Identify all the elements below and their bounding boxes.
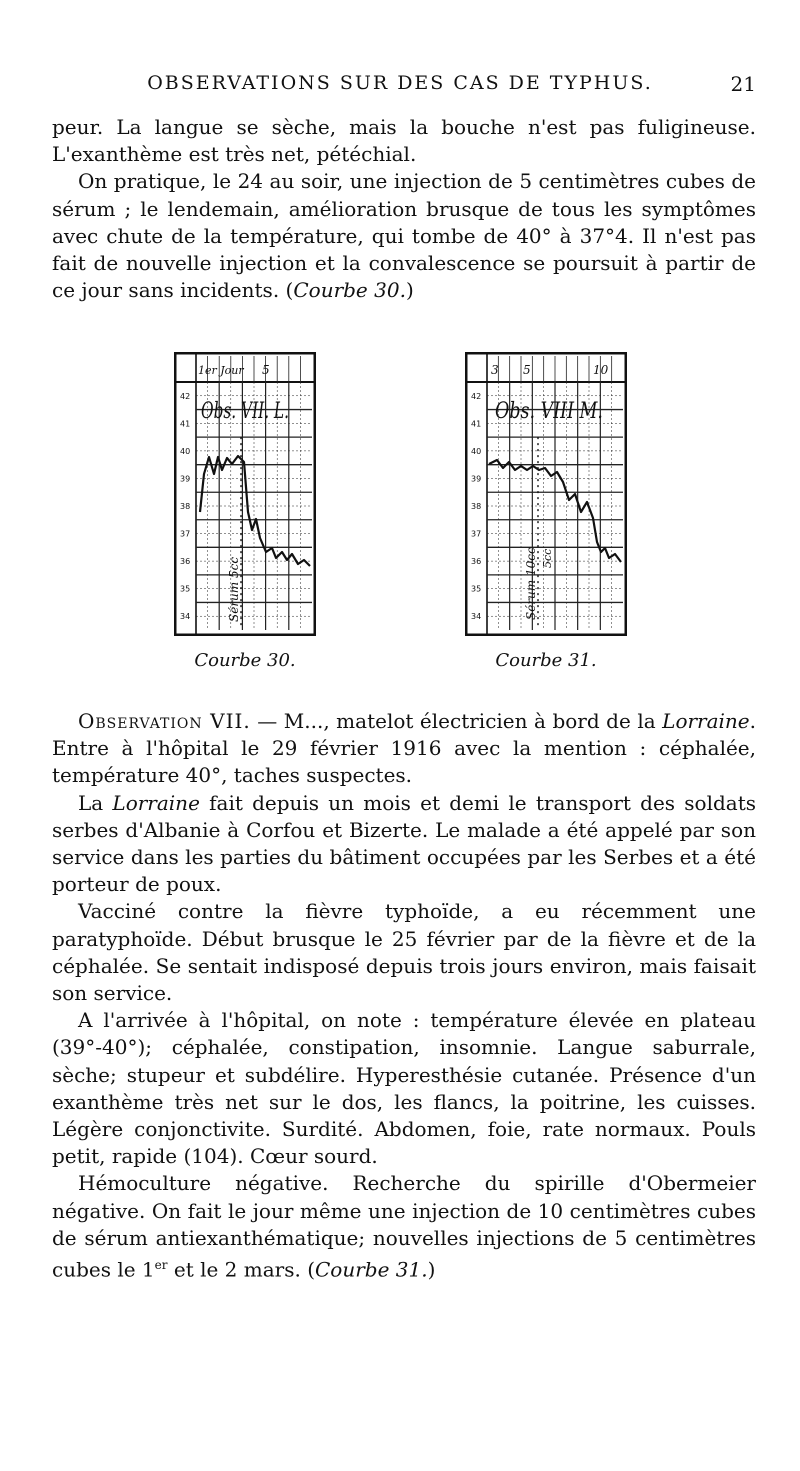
paragraph-observation-vii: Observation VII. — M..., matelot électricien à bord de la Lorraine. Entre à l'hôpital le 29 février 1916 avec la mention : céphalée, température 40°, taches suspectes. [52, 709, 756, 788]
paragraph-injection: On pratique, le 24 au soir, une injection de 5 centimètres cubes de sérum ; le lendemain, amélioration brusque de tous les symptômes avec chute de la température, qui tombe de 40° à 37°4. Il n'est pas fait de nouvelle injection et la convalescence se poursuit à partir de ce jour sans incidents. (Courbe 30.) [52, 169, 756, 303]
serum-annotation [227, 557, 241, 622]
y-tick-label: 35 [471, 584, 482, 594]
day-label: 5 [523, 363, 531, 377]
y-tick-label: 37 [471, 529, 482, 539]
y-tick-label: 40 [471, 446, 482, 456]
day-label: 3 [491, 363, 499, 377]
temperature-chart-30 [174, 352, 316, 636]
y-tick-label: 36 [471, 557, 482, 567]
serum-annotation [524, 547, 538, 620]
day-label: 1er Jour [198, 364, 244, 377]
figures-area [0, 348, 800, 678]
chart-frame [466, 353, 626, 635]
paragraph-hemoculture: Hémoculture négative. Recherche du spirille d'Obermeier négative. On fait le jour même une injection de 10 centimètres cubes de sérum antiexanthématique; nouvelles injections de 5 centimètres cubes le 1er et le 2 mars. (Courbe 31.) [52, 1171, 756, 1282]
serum-label: Sérum 5cc [227, 556, 241, 622]
paragraph-continuation: peur. La langue se sèche, mais la bouche n'est pas fuligineuse. L'exanthème est très net, pétéchial. [52, 115, 756, 167]
y-tick-label: 39 [471, 474, 482, 484]
y-tick-label: 41 [471, 419, 482, 429]
text-block-top [52, 114, 756, 304]
chart-30-svg [174, 352, 316, 636]
observation-heading: Observation VII. [78, 709, 251, 733]
y-tick-label: 40 [180, 446, 191, 456]
y-tick-label: 42 [471, 391, 482, 401]
day-label: 10 [593, 363, 609, 377]
y-tick-label: 34 [471, 612, 482, 622]
page-number: 21 [730, 72, 756, 96]
chart-31-svg [465, 352, 627, 636]
figure-caption-30: Courbe 30. [194, 650, 296, 671]
figure-reference: Courbe 30. [293, 278, 406, 303]
temperature-chart-31 [465, 352, 627, 636]
y-tick-label: 35 [180, 584, 191, 594]
serum-label: Sérum 10cc [524, 547, 538, 620]
paragraph-vaccine: Vacciné contre la fièvre typhoïde, a eu récemment une paratyphoïde. Début brusque le 25 février par de la fièvre et de la céphalée. Se sentait indisposé depuis trois jours environ, mais faisait son service. [52, 899, 756, 1006]
y-tick-label: 36 [180, 557, 191, 567]
y-tick-label: 42 [180, 391, 191, 401]
day-label: 5 [262, 363, 270, 377]
figure-caption-31: Courbe 31. [495, 650, 597, 671]
paragraph-lorraine: La Lorraine fait depuis un mois et demi le transport des soldats serbes d'Albanie à Corfou et Bizerte. Le malade a été appelé par son service dans les parties du bâtiment occupées par les Serbes et a été porteur de poux. [52, 790, 757, 897]
serum-annotation-2 [541, 549, 554, 568]
handwritten-observation-title: Obs. VII. L. [201, 398, 289, 424]
serum-label-2: 5cc [541, 548, 554, 568]
ship-name: Lorraine [662, 709, 750, 733]
y-tick-label: 34 [180, 612, 191, 622]
handwritten-observation-title: Obs. VIII M. [495, 398, 603, 424]
running-title: OBSERVATIONS SUR DES CAS DE TYPHUS. [147, 72, 653, 94]
y-tick-label: 38 [471, 502, 482, 511]
paragraph-arrivee: A l'arrivée à l'hôpital, on note : température élevée en plateau (39°-40°); céphalée, constipation, insomnie. Langue saburrale, sèche; stupeur et subdélire. Hyperesthésie cutanée. Présence d'un exanthème très net sur le dos, les flancs, la poitrine, les cuisses. Légère conjonctivite. Surdité. Abdomen, foie, rate normaux. Pouls petit, rapide (104). Cœur sourd. [52, 1008, 756, 1169]
page-header [0, 72, 800, 102]
figure-reference: Courbe 31. [315, 1257, 428, 1282]
y-tick-label: 37 [180, 529, 191, 539]
text-block-bottom [52, 708, 756, 1284]
y-tick-label: 38 [180, 502, 191, 511]
y-tick-label: 41 [180, 419, 191, 429]
ship-name: Lorraine [112, 790, 200, 815]
y-tick-label: 39 [180, 474, 191, 484]
